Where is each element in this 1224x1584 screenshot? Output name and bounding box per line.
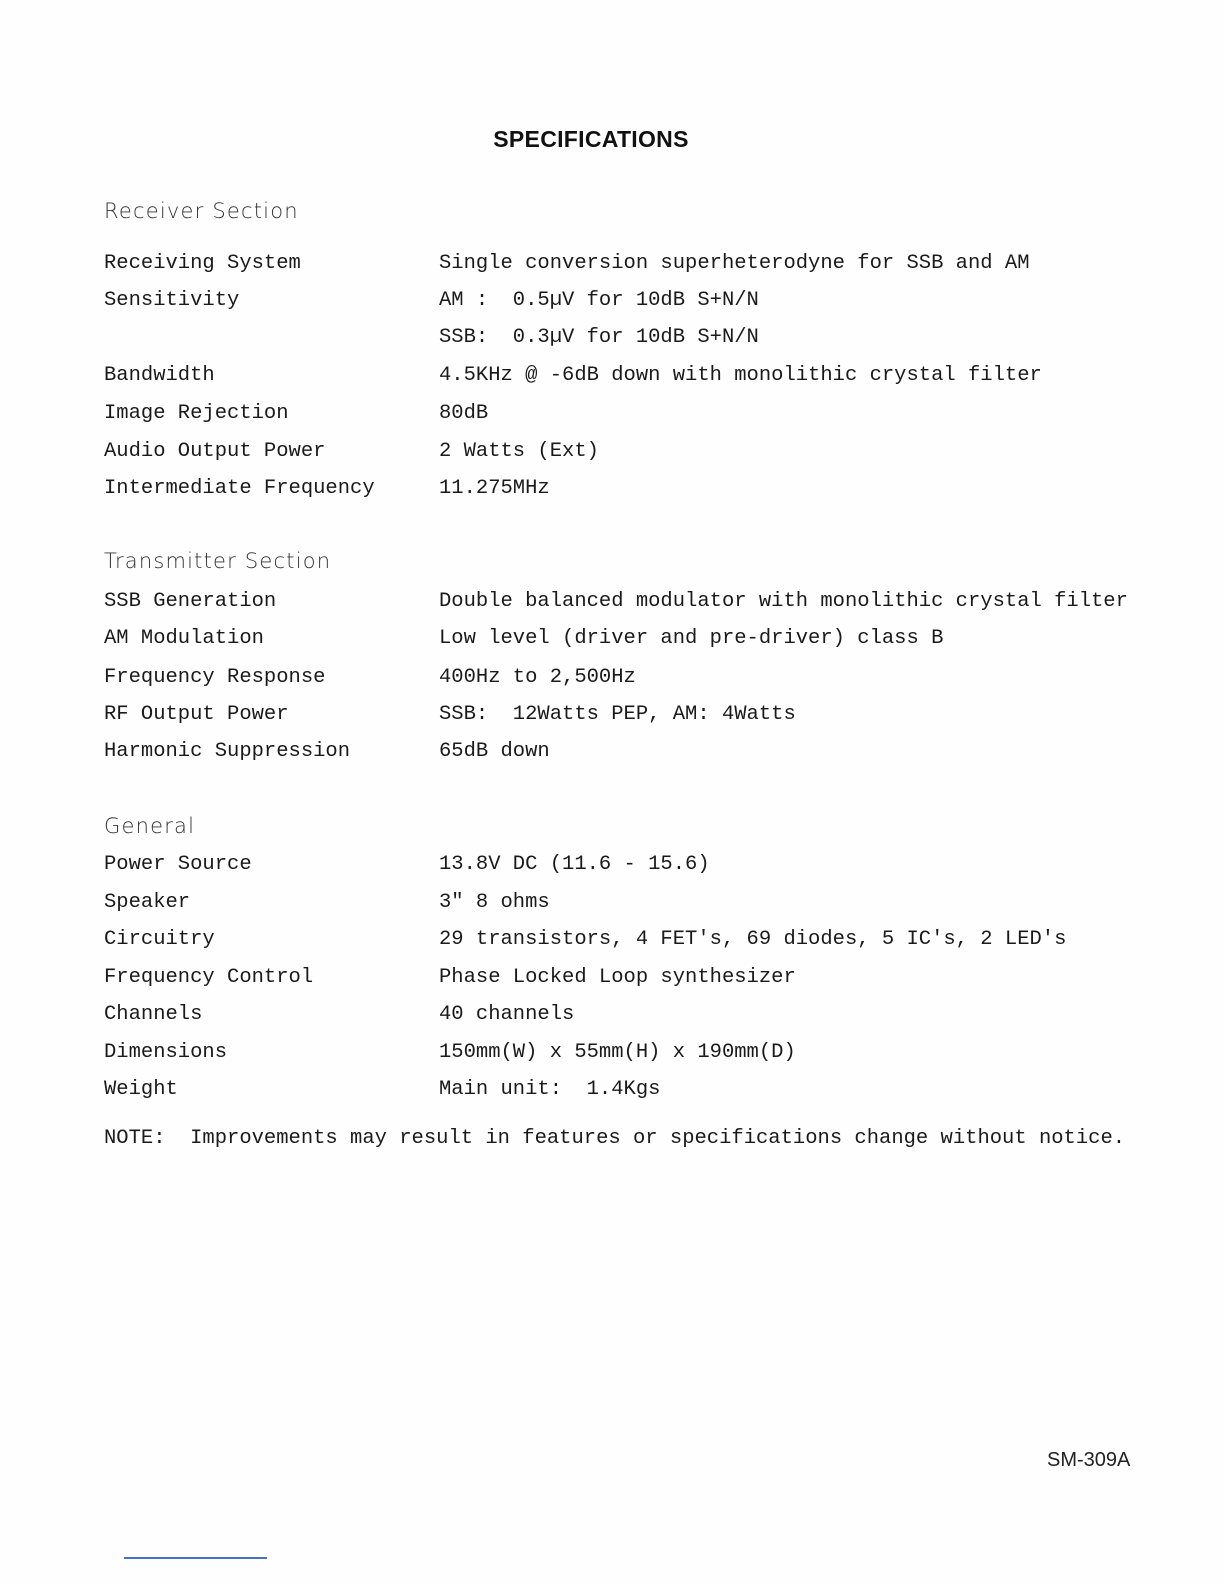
section-heading-transmitter: Transmitter Section [104,549,332,573]
spec-value: 40 channels [439,1003,575,1026]
spec-label: Dimensions [104,1041,228,1064]
spec-label: Sensitivity [104,289,240,312]
spec-row [0,440,1224,470]
spec-value: 13.8V DC (11.6 - 15.6) [439,853,710,876]
scan-edge-line [124,1557,267,1559]
spec-label: SSB Generation [104,590,277,613]
note-text: NOTE: Improvements may result in features or specifications change without notice. [104,1127,1126,1150]
spec-label: Speaker [104,891,191,914]
spec-label: Intermediate Frequency [104,477,375,500]
page-title: SPECIFICATIONS [493,126,689,152]
document-code: SM-309A [1047,1449,1131,1471]
spec-value: 80dB [439,402,489,425]
spec-row [0,477,1224,507]
spec-row [0,364,1224,394]
spec-value: 150mm(W) x 55mm(H) x 190mm(D) [439,1041,796,1064]
spec-label: Audio Output Power [104,440,326,463]
spec-value: Single conversion superheterodyne for SSB and AM [439,252,1030,275]
spec-value: Low level (driver and pre-driver) class B [439,627,944,650]
spec-row [0,590,1224,620]
spec-value: AM : 0.5µV for 10dB S+N/N [439,289,759,312]
spec-row [0,928,1224,958]
spec-row [0,703,1224,733]
spec-value: 2 Watts (Ext) [439,440,599,463]
spec-row [0,326,1224,356]
spec-value: 4.5KHz @ -6dB down with monolithic crystal filter [439,364,1042,387]
spec-value: Phase Locked Loop synthesizer [439,966,796,989]
spec-label: Channels [104,1003,203,1026]
spec-row [0,666,1224,696]
spec-row [0,1041,1224,1071]
spec-row [0,891,1224,921]
spec-label: Weight [104,1078,178,1101]
spec-label: Power Source [104,853,252,876]
spec-value: SSB: 0.3µV for 10dB S+N/N [439,326,759,349]
spec-label: AM Modulation [104,627,264,650]
spec-row [0,627,1224,657]
spec-value: 400Hz to 2,500Hz [439,666,636,689]
spec-label: Frequency Control [104,966,314,989]
section-heading-general: General [104,814,196,838]
spec-value: SSB: 12Watts PEP, AM: 4Watts [439,703,796,726]
spec-row [0,740,1224,770]
spec-label: Bandwidth [104,364,215,387]
section-heading-receiver: Receiver Section [104,199,299,223]
spec-row [0,289,1224,319]
spec-label: RF Output Power [104,703,289,726]
spec-label: Circuitry [104,928,215,951]
spec-label: Frequency Response [104,666,326,689]
spec-value: Main unit: 1.4Kgs [439,1078,661,1101]
spec-label: Image Rejection [104,402,289,425]
spec-row [0,1003,1224,1033]
spec-row [0,966,1224,996]
spec-value: 65dB down [439,740,550,763]
spec-value: Double balanced modulator with monolithic crystal filter [439,590,1128,613]
spec-row [0,853,1224,883]
spec-value: 11.275MHz [439,477,550,500]
spec-value: 29 transistors, 4 FET's, 69 diodes, 5 IC's, 2 LED's [439,928,1067,951]
spec-label: Receiving System [104,252,301,275]
spec-value: 3" 8 ohms [439,891,550,914]
spec-row [0,252,1224,282]
spec-row [0,402,1224,432]
spec-row [0,1078,1224,1108]
spec-label: Harmonic Suppression [104,740,351,763]
